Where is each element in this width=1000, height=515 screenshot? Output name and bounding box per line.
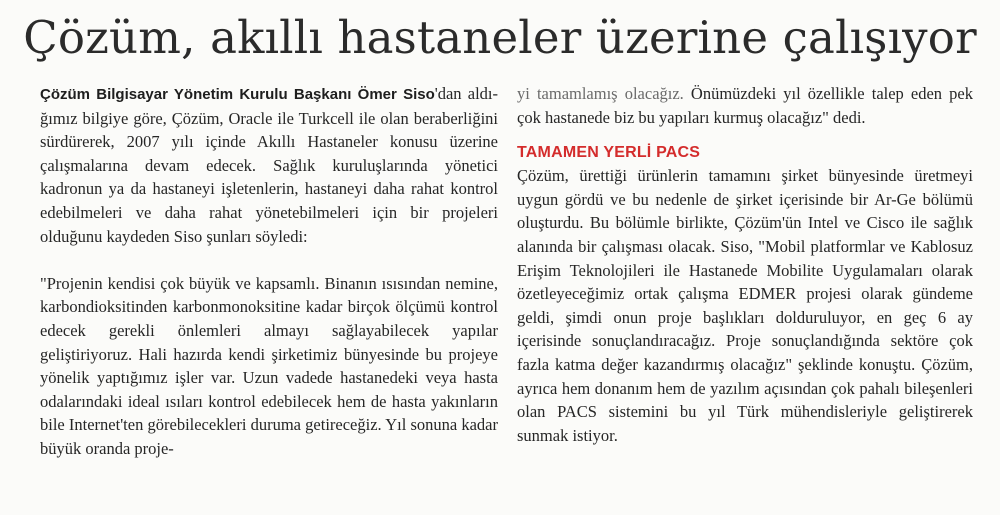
section-heading: TAMAMEN YERLİ PACS — [517, 144, 701, 162]
continuation-paragraph — [517, 82, 973, 129]
lead-paragraph — [40, 82, 498, 248]
article-title: Çözüm, akıllı hastaneler üzerine çalışıyor — [23, 11, 977, 64]
section-body: Çözüm, ürettiği ürünlerin tamamını şirket bünyesinde üretmeyi uygun gördü ve bu nedenle de şirket içerisinde bir Ar-Ge bölümü oluşturdu. Bu bölümle birlikte, Çözüm'ün Intel ve Cisco ile sağlık alanında bir çalışması olacak. Siso, "Mobil platformlar ve Kablosuz Erişim Teknolojileri ile Hastanede Mobilite Uygulamaları olarak özetleyeceğimiz ortak çalışma EDMER projesi olarak gündeme geldi, şimdi onun proje başlıkları dolduruluyor, en geç 6 ay içerisinde sonuçlandıracağız. Proje sonuçlandığında sektöre çok fazla katma değer kazandırmış olacağız" şeklinde konuştu. Çözüm, ayrıca hem donanım hem de yazılım açısından çok pahalı bileşenleri olan PACS sistemini bu yıl Türk mühendisleriyle geliştirerek sunmak istiyor. — [517, 166, 973, 445]
right-column — [517, 82, 973, 447]
lead-name: Çözüm Bilgisayar Yönetim Kurulu Başkanı Ömer Siso — [40, 86, 435, 103]
quote-paragraph: "Projenin kendisi çok büyük ve kapsamlı. Binanın ısısından nemine, karbondioksitinden karbonmonoksitine kadar birçok ölçümü kontrol edecek gerekli önlemleri almayı sağlayabilecek yapılar geliştiriyoruz. Hali hazırda kendi şirketimiz bünyesinde bu projeye yönelik yaptığımız işler var. Uzun vadede hastanedeki veya hasta odalarındaki ideal ısıları kontrol edebilecek hem de hasta yakınların bile Internet'ten görebilecekleri duruma getireceğiz. Yıl sonuna kadar büyük oranda proje- — [40, 273, 498, 458]
continuation-text: Önümüzdeki yıl özellikle talep eden pek çok hastanede biz bu yapıları kurmuş olacağız" dedi. — [517, 84, 973, 127]
lead-text: 'dan aldı- ğımız bilgiye göre, Çözüm, Oracle ile Turkcell ile olan beraberliğini sürdürerek, 2007 yılı içinde Akıllı Hastaneler konusu üzerine çalışmalarına devam edecek. Sağlık kuruluşlarında yönetici kadronun ya da hastaneyi işletenlerin, hastaneyi daha rahat kontrol edebilmeleri ve daha rahat yönetebilmeleri için bir projeleri olduğunu kaydeden Siso şunları söyledi: — [40, 84, 498, 246]
continuation-light: yi tamamlamış olacağız. — [517, 84, 684, 103]
left-column — [40, 82, 498, 461]
